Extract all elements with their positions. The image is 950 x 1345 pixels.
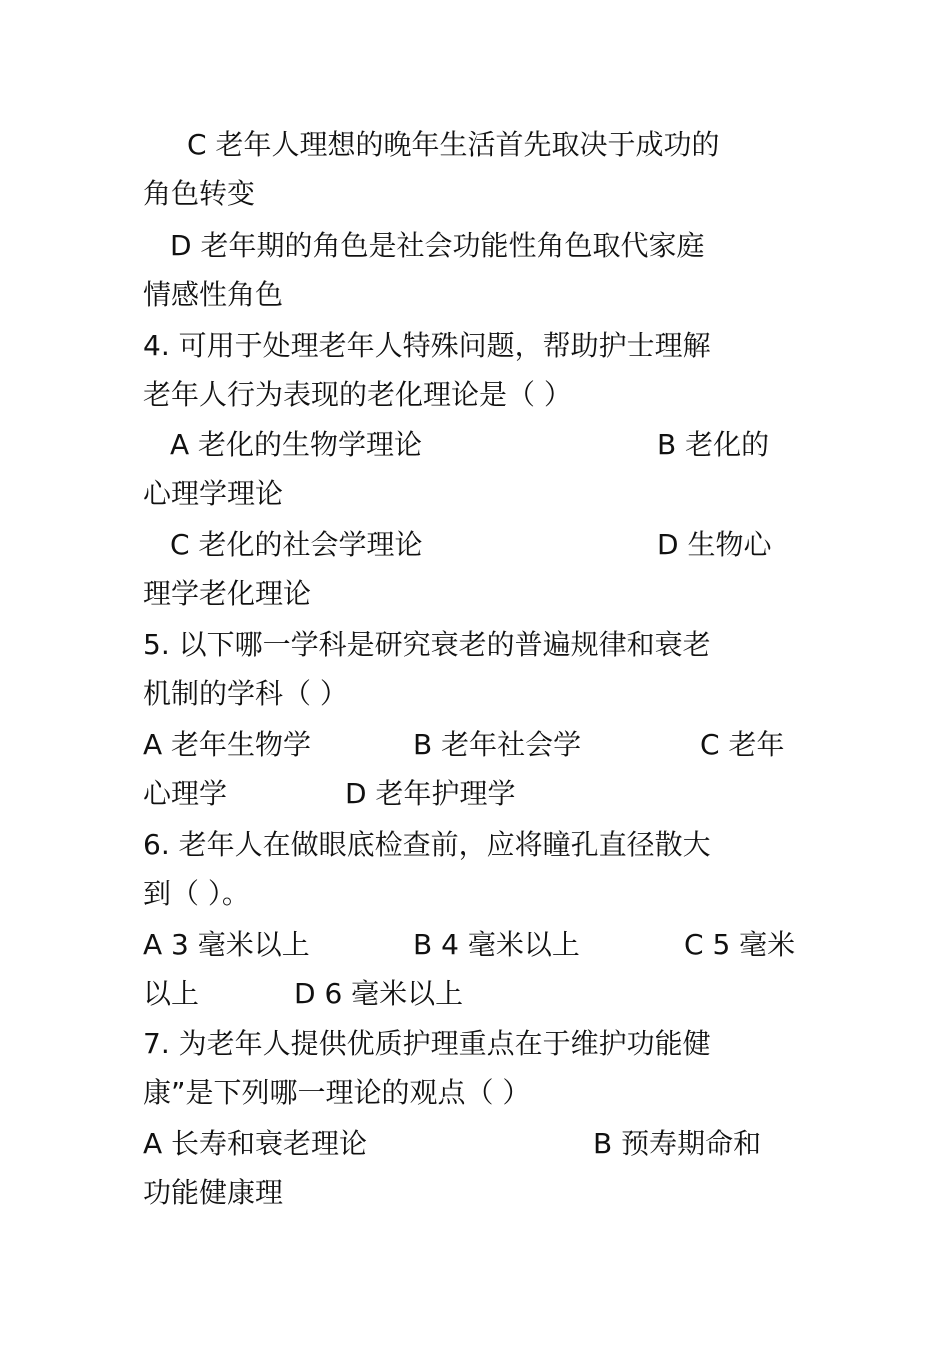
q6-option-b: B 4 毫米以上 — [413, 928, 580, 961]
q3-option-c-line1: C 老年人理想的晚年生活首先取决于成功的 — [187, 128, 720, 161]
q4-stem-line1: 4. 可用于处理老年人特殊问题，帮助护士理解 — [143, 329, 711, 362]
q5-option-c-line2: 心理学 — [143, 777, 228, 810]
q5-option-a: A 老年生物学 — [143, 728, 312, 761]
q7-option-a: A 长寿和衰老理论 — [143, 1127, 368, 1160]
q4-option-c: C 老化的社会学理论 — [170, 528, 423, 561]
q3-option-d-line1: D 老年期的角色是社会功能性角色取代家庭 — [170, 229, 705, 262]
q4-option-d-line2: 理学老化理论 — [143, 577, 312, 610]
q6-option-c-line2: 以上 — [143, 977, 200, 1010]
q4-option-b-line1: B 老化的 — [657, 428, 770, 461]
q7-option-b-line1: B 预寿期命和 — [593, 1127, 762, 1160]
q7-stem-line2: 康”是下列哪一理论的观点（ ） — [143, 1076, 531, 1109]
q6-option-c-line1: C 5 毫米 — [684, 928, 796, 961]
q6-option-d: D 6 毫米以上 — [294, 977, 464, 1010]
q4-stem-line2: 老年人行为表现的老化理论是（ ） — [143, 378, 572, 411]
q6-stem-line2: 到（ ）。 — [143, 877, 250, 910]
q6-stem-line1: 6. 老年人在做眼底检查前，应将瞳孔直径散大 — [143, 828, 711, 861]
q4-option-d-line1: D 生物心 — [657, 528, 772, 561]
q5-option-b: B 老年社会学 — [413, 728, 582, 761]
q4-option-a: A 老化的生物学理论 — [170, 428, 423, 461]
q5-stem-line1: 5. 以下哪一学科是研究衰老的普遍规律和衰老 — [143, 628, 711, 661]
q7-option-b-line2: 功能健康理 — [143, 1176, 284, 1209]
q5-option-c-line1: C 老年 — [700, 728, 785, 761]
q6-option-a: A 3 毫米以上 — [143, 928, 310, 961]
q3-option-d-line2: 情感性角色 — [143, 278, 284, 311]
q5-option-d: D 老年护理学 — [345, 777, 516, 810]
q5-stem-line2: 机制的学科（ ） — [143, 677, 348, 710]
q4-option-b-line2: 心理学理论 — [143, 477, 284, 510]
q7-stem-line1: 7. 为老年人提供优质护理重点在于维护功能健 — [143, 1027, 711, 1060]
q3-option-c-line2: 角色转变 — [143, 177, 256, 210]
